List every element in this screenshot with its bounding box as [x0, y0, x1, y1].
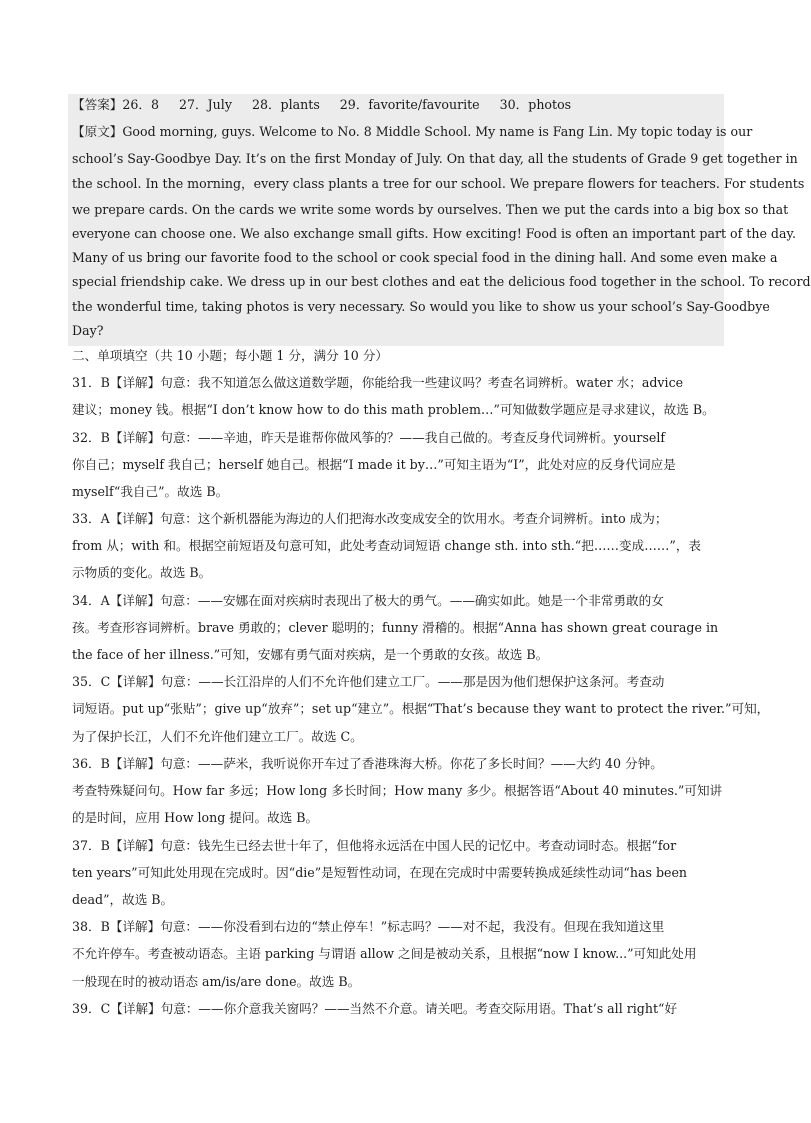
answer-29: 29．favorite/favourite [339, 97, 480, 112]
explanation-line: myself“我自己”。故选 B。 [72, 484, 229, 499]
explanation-line: 示物质的变化。故选 B。 [72, 565, 212, 580]
explanation-line: 35．C【详解】句意：——长江沿岸的人们不允许他们建立工厂。——那是因为他们想保护这条河。考查动 [72, 674, 665, 689]
explanation-line: 31．B【详解】句意：我不知道怎么做这道数学题，你能给我一些建议吗？考查名词辨析。water 水；advice [72, 375, 684, 390]
explanation-line: 39．C【详解】句意：——你介意我关窗吗？——当然不介意。请关吧。考查交际用语。That’s all right“好 [72, 1001, 678, 1016]
answer-28: 28．plants [251, 97, 320, 112]
explanation-line: ten years”可知此处用现在完成时。因“die”是短暂性动词，在现在完成时中需要转换成延续性动词“has been [72, 865, 688, 880]
transcript-line: the school. In the morning，every class plants a tree for our school. We prepare flowers for teachers. For students [72, 176, 805, 191]
explanation-line: 为了保护长江，人们不允许他们建立工厂。故选 C。 [72, 729, 363, 744]
transcript-line: Day? [72, 323, 104, 338]
transcript-line: everyone can choose one. We also exchange small gifts. How exciting! Food is often an important part of the day. [72, 226, 796, 241]
explanation-line: 考查特殊疑问句。How far 多远；How long 多长时间；How many 多少。根据答语“About 40 minutes.”可知讲 [72, 783, 723, 798]
explanation-line: 建议；money 钱。根据“I don’t know how to do this math problem…”可知做数学题应是寻求建议，故选 B。 [72, 402, 715, 417]
answer-line [72, 97, 726, 113]
explanation-line: 36．B【详解】句意：——萨米，我听说你开车过了香港珠海大桥。你花了多长时间？——大约 40 分钟。 [72, 756, 663, 771]
explanation-line: 32．B【详解】句意：——辛迪，昨天是谁帮你做风筝的？——我自己做的。考查反身代词辨析。yourself [72, 430, 666, 445]
answer-label: 【答案】 [72, 97, 123, 112]
transcript-line: special friendship cake. We dress up in our best clothes and eat the delicious food together in the school. To record [72, 274, 811, 289]
transcript-line: Many of us bring our favorite food to the school or cook special food in the dining hall. And some even make a [72, 250, 778, 265]
answer-27: 27．July [179, 97, 232, 112]
explanation-line: from 从；with 和。根据空前短语及句意可知，此处考查动词短语 change sth. into sth.“把……变成……”，表 [72, 538, 702, 553]
explanation-line: 你自己；myself 我自己；herself 她自己。根据“I made it by…”可知主语为“I”，此处对应的反身代词应是 [72, 457, 676, 472]
explanation-line: dead”，故选 B。 [72, 892, 174, 907]
transcript-line [72, 124, 753, 140]
explanation-line: 一般现在时的被动语态 am/is/are done。故选 B。 [72, 974, 361, 989]
transcript-line: school’s Say-Goodbye Day. It’s on the first Monday of July. On that day, all the students of Grade 9 get together in [72, 151, 798, 166]
answer-26: 26．8 [122, 97, 160, 112]
transcript-line: the wonderful time, taking photos is very necessary. So would you like to show us your school’s Say-Goodbye [72, 299, 770, 314]
explanation-line: 37．B【详解】句意：钱先生已经去世十年了，但他将永远活在中国人民的记忆中。考查动词时态。根据“for [72, 838, 677, 853]
answer-30: 30．photos [499, 97, 572, 112]
transcript-label: 【原文】 [72, 124, 123, 139]
explanation-line: 33．A【详解】句意：这个新机器能为海边的人们把海水改变成安全的饮用水。考查介词辨析。into 成为； [72, 511, 668, 526]
section-title: 二、单项填空（共 10 小题；每小题 1 分，满分 10 分） [72, 348, 388, 363]
explanation-line: 38．B【详解】句意：——你没看到右边的“禁止停车！”标志吗？——对不起，我没有。但现在我知道这里 [72, 919, 665, 934]
transcript-text: Good morning, guys. Welcome to No. 8 Middle School. My name is Fang Lin. My topic today is our [122, 124, 753, 139]
explanation-line: 词短语。put up“张贴”；give up“放弃”；set up“建立”。根据“That’s because they want to protect the river.”可知， [72, 701, 770, 716]
explanation-line: 的是时间，应用 How long 提问。故选 B。 [72, 810, 319, 825]
explanation-line: 孩。考查形容词辨析。brave 勇敢的；clever 聪明的；funny 滑稽的。根据“Anna has shown great courage in [72, 620, 719, 635]
explanation-line: 不允许停车。考查被动语态。主语 parking 与谓语 allow 之间是被动关系，且根据“now I know...”可知此处用 [72, 946, 697, 961]
transcript-line: we prepare cards. On the cards we write some words by ourselves. Then we put the cards into a big box so that [72, 202, 789, 217]
explanation-line: 34．A【详解】句意：——安娜在面对疾病时表现出了极大的勇气。——确实如此。她是一个非常勇敢的女 [72, 593, 664, 608]
explanation-line: the face of her illness.”可知，安娜有勇气面对疾病，是一个勇敢的女孩。故选 B。 [72, 647, 549, 662]
